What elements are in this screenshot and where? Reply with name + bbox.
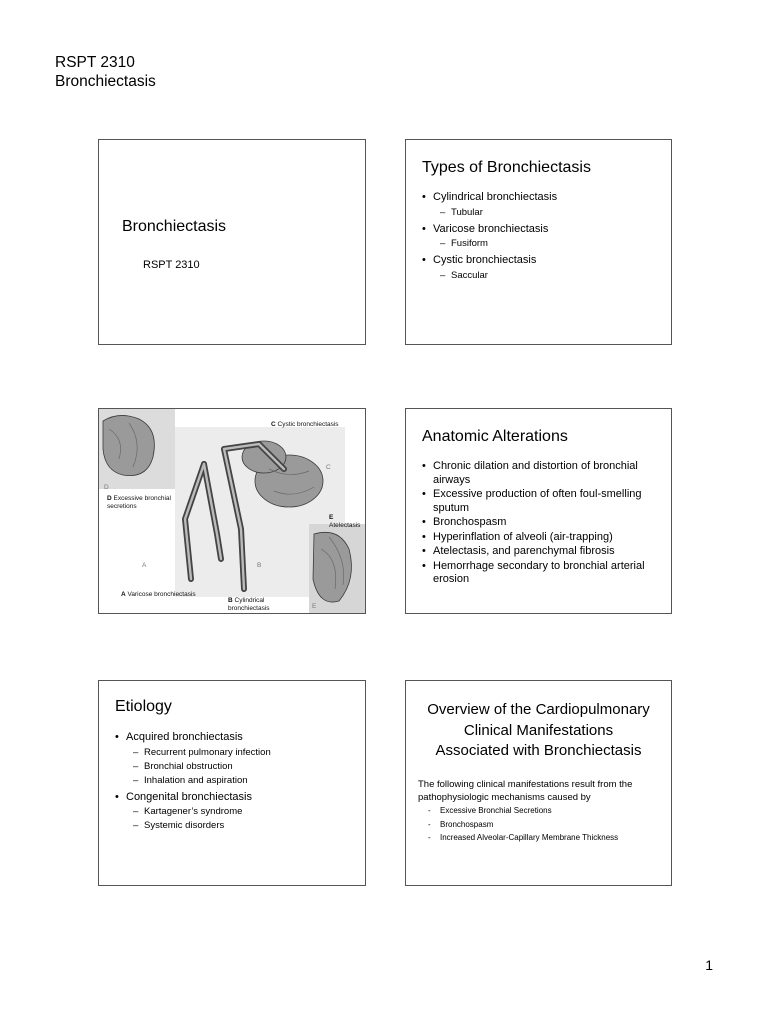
overview-mechanism: - Increased Alveolar-Capillary Membrane Thickness [418, 831, 668, 845]
etiology-subbullet: – Systemic disorders [126, 819, 355, 833]
overview-mechanism-list [418, 804, 668, 845]
slide-anatomic-heading: Anatomic Alterations [422, 428, 568, 445]
etiology-bullet: • Acquired bronchiectasis – Recurrent pulmonary infection – Bronchial obstruction – Inhalation and aspiration [115, 731, 355, 788]
course-code: RSPT 2310 [55, 54, 135, 71]
marker-c: C [326, 464, 331, 471]
types-subbullet: – Fusiform [433, 237, 662, 251]
slide-anatomic [405, 408, 672, 614]
marker-b: B [257, 562, 262, 569]
label-secretions: D Excessive bronchial secretions [107, 495, 171, 510]
etiology-subbullet: – Inhalation and aspiration [126, 774, 355, 788]
slide-types-heading: Types of Bronchiectasis [422, 159, 591, 176]
overview-mechanism: - Bronchospasm [418, 818, 668, 832]
etiology-subbullet: – Bronchial obstruction [126, 760, 355, 774]
slide-title-subtitle: RSPT 2310 [143, 259, 200, 271]
anatomic-bullet: • Chronic dilation and distortion of bronchial airways [422, 460, 658, 487]
types-subbullet: – Tubular [433, 206, 662, 220]
slide-overview [405, 680, 672, 886]
slide-overview-heading [406, 700, 671, 762]
slide-figure [98, 408, 366, 614]
etiology-subbullet: – Recurrent pulmonary infection [126, 746, 355, 760]
types-bullet: • Cylindrical bronchiectasis – Tubular [422, 191, 662, 220]
etiology-bullet: • Congenital bronchiectasis – Kartagener’s syndrome – Systemic disorders [115, 791, 355, 834]
overview-title-line: Associated with Bronchiectasis [435, 742, 642, 759]
slide-etiology [98, 680, 366, 886]
types-bullet: • Varicose bronchiectasis – Fusiform [422, 223, 662, 252]
bronchiectasis-illustration [99, 409, 365, 613]
anatomic-bullet: • Atelectasis, and parenchymal fibrosis [422, 545, 658, 559]
slide-types [405, 139, 672, 345]
label-varicose: A Varicose bronchiectasis [121, 591, 196, 598]
anatomic-bullet-list [422, 460, 658, 587]
overview-title-line: Overview of the Cardiopulmonary [427, 701, 650, 718]
etiology-subbullet: – Kartagener’s syndrome [126, 805, 355, 819]
document-header [55, 53, 156, 91]
overview-title-line: Clinical Manifestations [463, 721, 614, 739]
anatomic-bullet: • Hemorrhage secondary to bronchial arterial erosion [422, 560, 658, 587]
slide-etiology-heading: Etiology [115, 698, 172, 715]
types-bullet-list [422, 191, 662, 286]
overview-intro: The following clinical manifestations result from the pathophysiologic mechanisms caused by [418, 779, 633, 803]
anatomic-bullet: • Hyperinflation of alveoli (air-trapping) [422, 531, 658, 545]
label-cylindrical: B Cylindrical bronchiectasis [228, 597, 270, 612]
overview-mechanism: - Excessive Bronchial Secretions [418, 804, 668, 818]
label-cystic: C Cystic bronchiectasis [271, 421, 339, 428]
marker-d: D [104, 484, 109, 491]
marker-e: E [312, 603, 317, 610]
anatomic-bullet: • Excessive production of often foul-smelling sputum [422, 488, 658, 515]
slide-title-heading: Bronchiectasis [122, 218, 227, 235]
label-atelectasis: E Atelectasis [329, 514, 361, 529]
document-topic: Bronchiectasis [55, 73, 156, 90]
types-subbullet: – Saccular [433, 269, 662, 283]
page-number: 1 [705, 957, 713, 973]
marker-a: A [142, 562, 147, 569]
anatomic-bullet: • Bronchospasm [422, 516, 658, 530]
types-bullet: • Cystic bronchiectasis – Saccular [422, 254, 662, 283]
etiology-bullet-list [115, 731, 355, 836]
slide-title [98, 139, 366, 345]
